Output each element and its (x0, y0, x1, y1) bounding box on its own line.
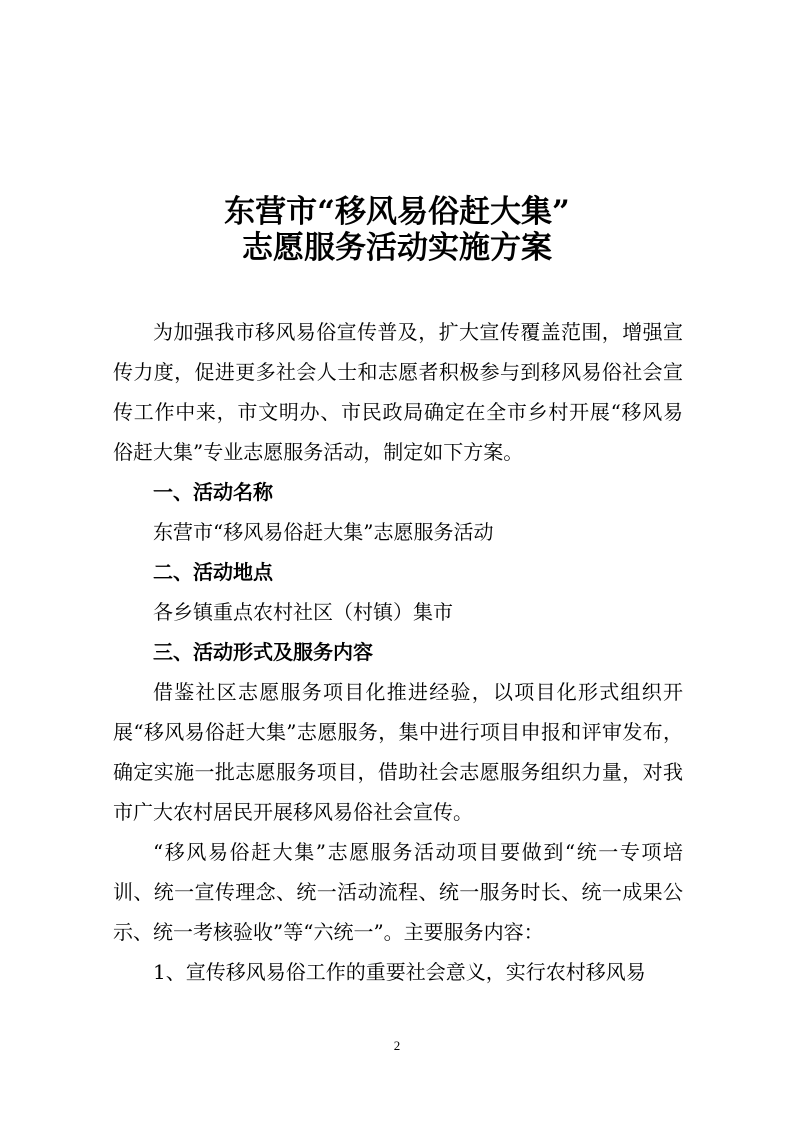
section-content-activity-name: 东营市“移风易俗赶大集”志愿服务活动 (153, 520, 494, 544)
document-body (113, 312, 683, 992)
document-title-line-2: 志愿服务活动实施方案 (242, 230, 552, 266)
section-paragraph-2: “移风易俗赶大集”志愿服务活动项目要做到“统一专项培训、统一宣传理念、统一活动流程、统一服务时长、统一成果公示、统一考核验收”等“六统一”。主要服务内容： (113, 840, 683, 944)
section-paragraph-3: 1、宣传移风易俗工作的重要社会意义，实行农村移风易 (153, 960, 646, 984)
page-number: 2 (393, 1038, 401, 1053)
intro-paragraph: 为加强我市移风易俗宣传普及，扩大宣传覆盖范围，增强宣传力度，促进更多社会人士和志愿者积极参与到移风易俗社会宣传工作中来，市文明办、市民政局确定在全市乡村开展“移风易俗赶大集”专业志愿服务活动，制定如下方案。 (113, 320, 683, 464)
section-heading-activity-name: 一、活动名称 (153, 480, 273, 504)
section-heading-activity-location: 二、活动地点 (153, 560, 273, 584)
section-content-activity-location: 各乡镇重点农村社区（村镇）集市 (153, 600, 453, 624)
section-heading-activity-form: 三、活动形式及服务内容 (153, 640, 373, 664)
section-paragraph-1: 借鉴社区志愿服务项目化推进经验，以项目化形式组织开展“移风易俗赶大集”志愿服务，集中进行项目申报和评审发布，确定实施一批志愿服务项目，借助社会志愿服务组织力量，对我市广大农村居民开展移风易俗社会宣传。 (113, 680, 683, 824)
document-title-line-1: 东营市“移风易俗赶大集” (224, 194, 570, 230)
